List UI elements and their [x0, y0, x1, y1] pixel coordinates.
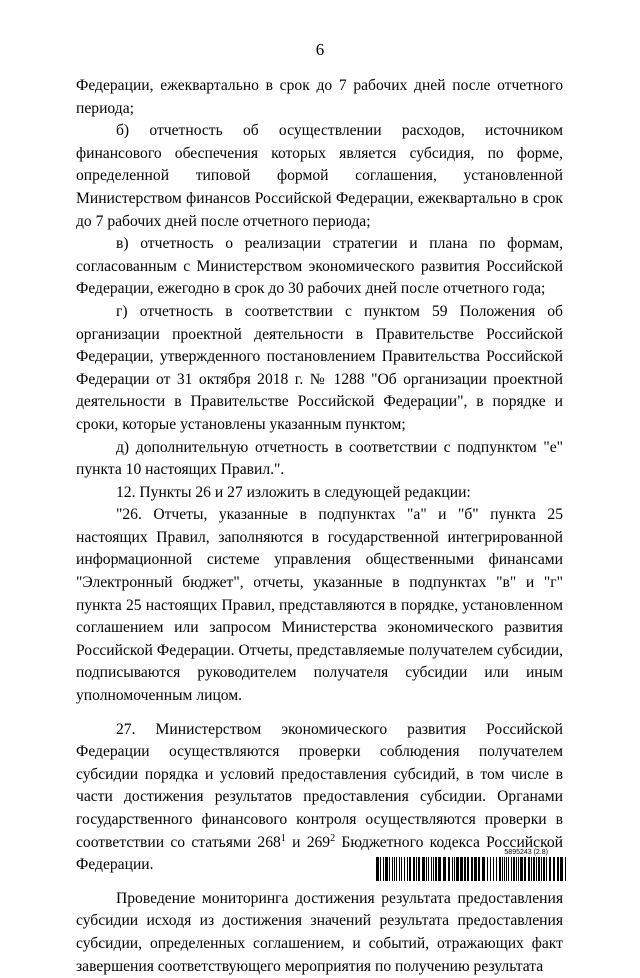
paragraph: г) отчетность в соответствии с пунктом 59 Положения об организации проектной деятельности в Правительстве Российской Федерации, утвержденного постановлением Правительства Российской Федерации от 31 октября 2018 г. № 1288 "Об организации проектной деятельности в Правительстве Российской Федерации", в порядке и сроки, которые установлены указанным пунктом; [76, 302, 563, 433]
paragraph: в) отчетность о реализации стратегии и плана по формам, согласованным с Министерством экономического развития Российской Федерации, ежегодно в срок до 30 рабочих дней после отчетного года; [76, 235, 563, 298]
paragraph-text: 27. Министерством экономического развития Российской Федерации осуществляются проверки соблюдения получателем субсидии порядка и условий предоставления субсидий, в том числе в части достижения результатов предоставления субсидии. Органами государственного финансового контроля осуществляются проверки в соответствии со статьями 268 [76, 720, 563, 851]
paragraph: б) отчетность об осуществлении расходов, источником финансового обеспечения которых является субсидия, по форме, определенной типовой формой соглашения, установленной Министерством финансов Российской Федерации, ежеквартально в срок до 7 рабочих дней после отчетного периода; [76, 122, 563, 230]
page-number: 6 [315, 40, 325, 59]
barcode-icon [376, 857, 568, 881]
document-body [76, 75, 563, 978]
superscript: 2 [330, 832, 336, 844]
barcode-block [376, 848, 568, 881]
paragraph-text: Бюджетного кодекса Российской Федерации. [76, 833, 563, 874]
paragraph: "26. Отчеты, указанные в подпунктах "а" и "б" пункта 25 настоящих Правил, заполняются в государственной интегрированной информационной системе управления общественными финансами "Электронный бюджет", отчеты, указанные в подпунктах "в" и "г" пункта 25 настоящих Правил, представляются в порядке, установленном соглашением или запросом Министерства экономического развития Российской Федерации. Отчеты, представляемые получателем субсидии, подписываются руководителем получателя субсидии или иным уполномоченным лицом. [76, 506, 563, 705]
paragraph-text: и 269 [285, 833, 331, 851]
paragraph: 12. Пункты 26 и 27 изложить в следующей редакции: [116, 483, 471, 501]
superscript: 1 [280, 832, 286, 844]
paragraph: д) дополнительную отчетность в соответствии с подпунктом "е" пункта 10 настоящих Правил.". [76, 438, 563, 479]
document-code: 5895243 (2.8) [504, 849, 548, 856]
paragraph: Проведение мониторинга достижения результата предоставления субсидии исходя из достижения значений результата предоставления субсидии, определенных соглашением, и событий, отражающих факт завершения соответствующего мероприятия по получению результата [76, 889, 563, 975]
paragraph: Федерации, ежеквартально в срок до 7 рабочих дней после отчетного периода; [76, 77, 563, 117]
